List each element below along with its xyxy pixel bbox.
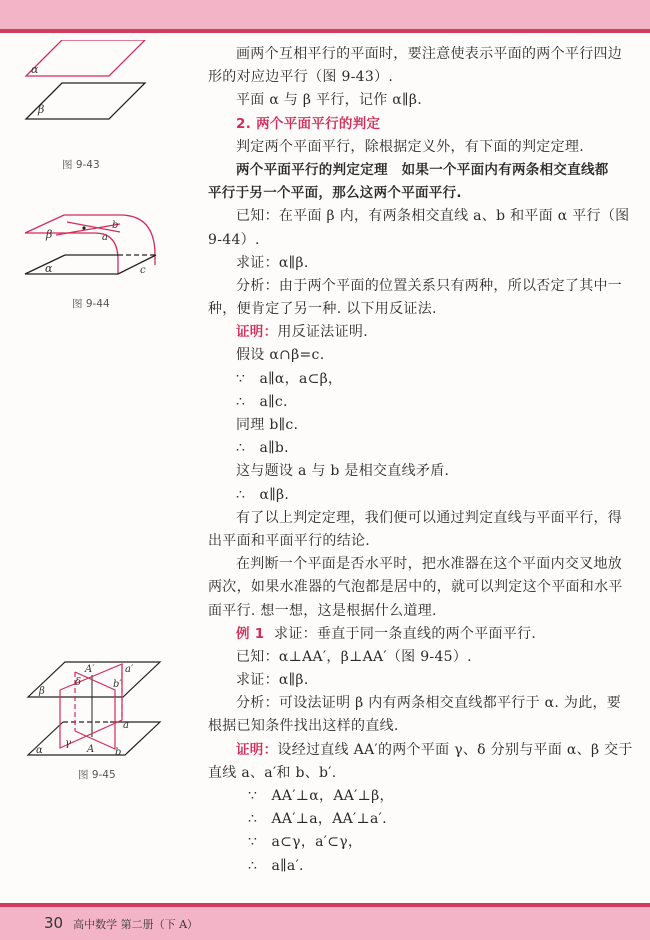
svg-text:δ: δ bbox=[75, 677, 82, 688]
given-line: 9-44）. bbox=[208, 231, 260, 248]
example-line bbox=[208, 623, 636, 646]
svg-text:γ: γ bbox=[65, 738, 71, 749]
svg-text:a: a bbox=[123, 720, 129, 731]
figure-caption: 图 9-45 bbox=[78, 769, 116, 781]
paragraph-line: 形的对应边平行（图 9-43）. bbox=[208, 69, 394, 86]
given-line: 已知：α⊥AA′，β⊥AA′（图 9-45）. bbox=[236, 648, 472, 665]
proof-step: ∴ a∥c. bbox=[236, 393, 288, 410]
proof-step: ∴ a∥a′. bbox=[248, 857, 304, 874]
notation-line: 平面 α 与 β 平行，记作 α∥β. bbox=[236, 92, 422, 109]
fig-label-beta: β bbox=[38, 103, 45, 116]
page-number: 30 bbox=[44, 914, 64, 932]
paragraph-line: 两次，如果水准器的气泡都是居中的，就可以判定这个平面和水平 bbox=[208, 579, 623, 596]
proof-step: ∴ α∥β. bbox=[236, 486, 290, 503]
proof-step: 假设 α∩β=c. bbox=[236, 347, 325, 364]
header-band bbox=[0, 0, 650, 29]
analysis-line: 种，便肯定了另一种. 以下用反证法. bbox=[208, 301, 437, 318]
body-text bbox=[208, 43, 636, 878]
svg-text:b: b bbox=[115, 747, 122, 758]
fig-label-alpha: α bbox=[31, 63, 39, 76]
svg-text:a′: a′ bbox=[125, 664, 134, 675]
svg-text:A′: A′ bbox=[85, 664, 95, 675]
paragraph-line: 面平行. 想一想，这是根据什么道理. bbox=[208, 602, 437, 619]
paragraph-line: 出平面和平面平行的结论. bbox=[208, 532, 371, 549]
svg-text:b′: b′ bbox=[113, 679, 122, 690]
svg-text:α: α bbox=[45, 262, 53, 275]
example-text: 求证：垂直于同一条直线的两个平面平行. bbox=[274, 625, 537, 642]
prove-line: 求证：α∥β. bbox=[236, 254, 309, 271]
figure-caption: 图 9-43 bbox=[62, 159, 100, 171]
header-rule bbox=[0, 29, 650, 33]
figure-9-43 bbox=[20, 40, 160, 120]
proof-intro bbox=[208, 321, 636, 344]
analysis-line: 分析：可设法证明 β 内有两条相交直线都平行于 α. 为此，要 bbox=[236, 695, 622, 712]
svg-text:b: b bbox=[112, 220, 119, 231]
svg-text:c: c bbox=[140, 265, 146, 276]
proof-step: ∴ a∥b. bbox=[236, 440, 289, 457]
proof-text: 设经过直线 AA′的两个平面 γ、δ 分别与平面 α、β 交于 bbox=[277, 741, 633, 758]
book-title: 高中数学 第二册（下 A） bbox=[73, 918, 199, 931]
proof-text: 用反证法证明. bbox=[277, 324, 368, 341]
given-line: 已知：在平面 β 内，有两条相交直线 a、b 和平面 α 平行（图 bbox=[236, 208, 630, 225]
proof-step: ∵ a∥α，a⊂β， bbox=[236, 370, 343, 387]
proof-intro bbox=[208, 739, 636, 762]
proof-step: ∵ a⊂γ，a′⊂γ， bbox=[248, 834, 363, 851]
figure-9-45 bbox=[25, 660, 170, 760]
svg-text:β: β bbox=[39, 686, 45, 697]
proof-text-line: 直线 a、a′和 b、b′. bbox=[208, 764, 337, 781]
proof-step: 这与题设 a 与 b 是相交直线矛盾. bbox=[236, 463, 450, 480]
page-footer bbox=[44, 914, 198, 932]
paragraph-line: 有了以上判定定理，我们便可以通过判定直线与平面平行，得 bbox=[236, 509, 623, 526]
svg-text:α: α bbox=[36, 745, 43, 756]
figure-caption: 图 9-44 bbox=[72, 298, 110, 310]
paragraph-line: 判定两个平面平行，除根据定义外，有下面的判定定理. bbox=[236, 138, 584, 155]
theorem-line: 平行于另一个平面，那么这两个平面平行. bbox=[208, 185, 462, 202]
proof-step: ∵ AA′⊥α，AA′⊥β， bbox=[248, 788, 394, 804]
svg-text:β: β bbox=[46, 228, 53, 241]
proof-step: 同理 b∥c. bbox=[236, 417, 299, 433]
theorem-line: 两个平面平行的判定定理 如果一个平面内有两条相交直线都 bbox=[236, 161, 609, 178]
figure-9-44 bbox=[20, 210, 170, 280]
proof-label: 证明： bbox=[236, 324, 278, 341]
proof-step: ∴ AA′⊥a，AA′⊥a′. bbox=[248, 811, 387, 828]
proof-label: 证明： bbox=[236, 741, 278, 758]
example-label: 例 1 bbox=[236, 625, 265, 642]
paragraph-line: 画两个互相平行的平面时，要注意使表示平面的两个平行四边 bbox=[236, 46, 623, 62]
section-heading: 2. 两个平面平行的判定 bbox=[236, 115, 381, 132]
prove-line: 求证：α∥β. bbox=[236, 672, 309, 689]
analysis-line: 根据已知条件找出这样的直线. bbox=[208, 718, 399, 735]
paragraph-line: 在判断一个平面是否水平时，把水准器在这个平面内交叉地放 bbox=[236, 556, 623, 573]
svg-text:a: a bbox=[102, 232, 108, 243]
svg-text:A: A bbox=[87, 744, 95, 755]
analysis-line: 分析：由于两个平面的位置关系只有两种，所以否定了其中一 bbox=[236, 277, 623, 294]
